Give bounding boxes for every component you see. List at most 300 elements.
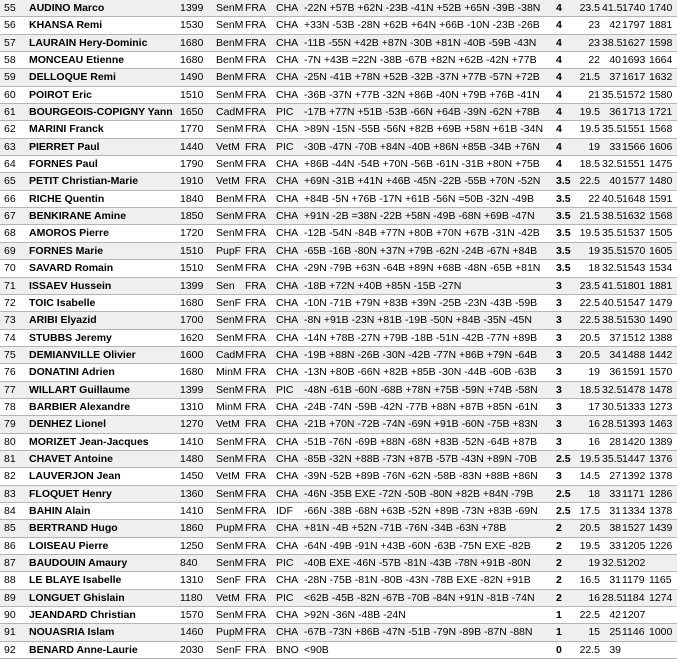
cell-perf: 1226 [649,539,673,552]
cell-rounds: -12B -54N -84B +77N +80B +70N +67B -31N -42B [304,227,540,240]
cell-rounds: <62B -45B -82N -67B -70B -84N +91N -81B -74N [304,591,535,604]
cell-rounds: -66N -38B -68N +63B -52N +89B -73N +83B -69N [304,504,538,517]
cell-rounds: -28N -75B -81N -80B -43N -78B EXE -82N +91B [304,574,531,587]
cell-perf: 1598 [649,36,673,49]
cell-fed: FRA [245,557,266,569]
cell-name: DELLOQUE Remi [29,71,116,84]
cell-cat: SenM [216,435,244,448]
cell-cat: BenM [216,192,244,205]
cell-elo: 1530 [180,19,204,32]
cell-fed: FRA [245,609,266,622]
cell-fed: FRA [245,36,266,49]
cell-perf: 1442 [649,348,673,361]
cell-b2: 35.5 [602,227,623,240]
cell-b2: 40 [609,175,621,188]
cell-pts: 4 [556,19,562,32]
cell-rank: 75 [4,348,16,361]
cell-b3: 1202 [622,557,646,569]
cell-pts: 3.5 [556,262,571,275]
cell-club: BNO [276,643,299,656]
cell-fed: FRA [245,210,266,223]
cell-cat: MinM [216,400,242,413]
cell-name: LOISEAU Pierre [29,539,109,552]
cell-b3: 1171 [622,487,645,500]
cell-club: CHA [276,366,299,379]
cell-perf: 1606 [649,140,673,153]
cell-cat: BenM [216,54,244,67]
cell-club: CHA [276,279,299,292]
cell-rounds: -65B -16B -80N +37N +79B -62N -24B -67N +84B [304,244,538,257]
cell-b3: 1146 [622,626,645,639]
cell-pts: 3 [556,314,562,327]
cell-club: CHA [276,609,299,622]
cell-club: CHA [276,539,299,552]
cell-pts: 2 [556,574,562,587]
cell-name: ISSAEV Hussein [29,279,112,292]
cell-perf: 1534 [649,262,673,275]
cell-b1: 16.5 [579,574,600,587]
cell-cat: SenM [216,88,244,101]
cell-elo: 1410 [180,435,204,448]
cell-rank: 56 [4,19,16,32]
cell-fed: FRA [245,71,266,84]
cell-elo: 1450 [180,470,204,483]
cell-elo: 1850 [180,210,204,223]
cell-b2: 40 [609,54,621,67]
cell-pts: 0 [556,643,562,656]
cell-b2: 38.5 [602,314,623,327]
cell-rank: 85 [4,522,16,535]
cell-club: PIC [276,383,294,396]
cell-perf: 1605 [649,244,673,257]
cell-name: SAVARD Romain [29,262,114,275]
cell-name: LONGUET Ghislain [29,591,125,604]
cell-rank: 63 [4,140,16,153]
cell-elo: 1410 [180,504,204,517]
cell-elo: 1620 [180,331,204,344]
cell-rounds: +81N -4B +52N -71B -76N -34B -63N +78B [304,522,507,535]
cell-cat: PupM [216,522,244,535]
cell-name: LAUVERJON Jean [29,470,121,483]
cell-club: CHA [276,487,299,500]
cell-cat: BenM [216,71,244,84]
cell-name: NOUASRIA Islam [29,626,115,639]
cell-b2: 36 [609,106,621,119]
cell-b1: 18 [588,262,600,275]
cell-b3: 1551 [622,123,646,136]
cell-cat: PupF [216,244,242,257]
cell-rank: 74 [4,331,16,344]
table-row [0,278,677,295]
cell-b1: 23 [588,36,600,49]
cell-name: FORNES Marie [29,244,104,257]
cell-b1: 22.5 [579,643,600,656]
cell-b2: 32.5 [602,557,623,569]
cell-rank: 84 [4,504,16,517]
cell-fed: FRA [245,452,266,465]
cell-b2: 42 [609,19,621,32]
cell-rounds: -24B -74N -59B -42N -77B +88N +87B +85N -61N [304,400,538,413]
cell-club: CHA [276,435,299,448]
cell-cat: Sen [216,279,235,292]
cell-pts: 3 [556,418,562,431]
cell-name: RICHE Quentin [29,192,105,205]
cell-elo: 1460 [180,626,204,639]
cell-rank: 64 [4,158,16,171]
cell-b1: 19.5 [579,539,600,552]
cell-perf: 1591 [649,192,673,205]
cell-b2: 37 [609,331,621,344]
cell-b1: 22.5 [579,175,600,188]
table-row [0,624,677,641]
cell-cat: SenF [216,643,242,656]
cell-b2: 27 [609,470,621,483]
cell-club: CHA [276,626,299,639]
cell-pts: 2.5 [556,452,571,465]
cell-b3: 1420 [622,435,646,448]
cell-rank: 58 [4,54,16,67]
cell-cat: SenM [216,504,244,517]
cell-perf: 1286 [649,487,673,500]
cell-elo: 1570 [180,609,204,622]
cell-club: CHA [276,400,299,413]
cell-pts: 4 [556,140,562,153]
cell-fed: FRA [245,487,266,500]
cell-elo: 1399 [180,2,204,14]
cell-rounds: +84B -5N +76B -17N +61B -56N =50B -32N -49B [304,192,534,205]
cell-b3: 1488 [622,348,646,361]
cell-pts: 3.5 [556,175,571,188]
cell-b1: 16 [588,435,600,448]
cell-cat: SenM [216,557,244,569]
cell-b1: 17 [588,400,600,413]
cell-elo: 1490 [180,71,204,84]
cell-club: CHA [276,418,299,431]
cell-rank: 59 [4,71,16,84]
cell-elo: 1600 [180,348,204,361]
cell-b1: 22.5 [579,609,600,622]
cell-b2: 25 [609,626,621,639]
cell-pts: 3 [556,470,562,483]
cell-elo: 1480 [180,452,204,465]
cell-pts: 1 [556,626,562,639]
cell-elo: 1860 [180,522,204,535]
cell-fed: FRA [245,331,266,344]
cell-elo: 1510 [180,88,204,101]
cell-perf: 1388 [649,331,673,344]
cell-pts: 4 [556,106,562,119]
cell-b1: 20.5 [579,331,600,344]
cell-cat: VetM [216,470,240,483]
cell-rank: 92 [4,643,16,656]
cell-b1: 16 [588,591,600,604]
cell-perf: 1881 [649,279,673,292]
cell-pts: 1 [556,609,562,622]
cell-rank: 68 [4,227,16,240]
cell-pts: 4 [556,88,562,101]
cell-b1: 19.5 [579,123,600,136]
cell-name: FLOQUET Henry [29,487,112,500]
cell-elo: 1840 [180,192,204,205]
cell-club: CHA [276,19,299,32]
table-row [0,52,677,69]
cell-pts: 3 [556,366,562,379]
cell-b2: 40.5 [602,296,623,309]
table-row [0,572,677,589]
cell-perf: 1721 [649,106,673,119]
cell-b3: 1543 [622,262,646,275]
cell-club: CHA [276,36,299,49]
cell-fed: FRA [245,244,266,257]
cell-pts: 3.5 [556,227,571,240]
cell-pts: 3 [556,383,562,396]
cell-elo: 1680 [180,296,204,309]
cell-club: CHA [276,2,299,14]
cell-b1: 18.5 [579,383,600,396]
cell-b1: 17.5 [579,504,600,517]
cell-name: MORIZET Jean-Jacques [29,435,149,448]
cell-rank: 81 [4,452,16,465]
cell-b3: 1797 [622,19,646,32]
table-row [0,590,677,607]
cell-elo: 1680 [180,54,204,67]
cell-rank: 73 [4,314,16,327]
cell-rank: 67 [4,210,16,223]
cell-fed: FRA [245,574,266,587]
cell-club: CHA [276,88,299,101]
cell-cat: SenF [216,296,242,309]
cell-fed: FRA [245,140,266,153]
cell-pts: 3 [556,435,562,448]
table-row [0,191,677,208]
table-row [0,0,677,17]
cell-fed: FRA [245,2,266,14]
cell-cat: CadM [216,348,245,361]
cell-name: CHAVET Antoine [29,452,113,465]
table-row [0,382,677,399]
cell-pts: 3 [556,348,562,361]
cell-rank: 57 [4,36,16,49]
cell-b2: 35.5 [602,88,623,101]
cell-name: PETIT Christian-Marie [29,175,139,188]
cell-elo: 1399 [180,383,204,396]
cell-b2: 28 [609,435,621,448]
cell-b3: 1179 [622,574,645,587]
cell-name: DEMIANVILLE Olivier [29,348,136,361]
cell-b2: 35.5 [602,123,623,136]
cell-fed: FRA [245,88,266,101]
table-row [0,208,677,225]
cell-name: ARIBI Elyazid [29,314,97,327]
cell-cat: SenM [216,331,244,344]
cell-cat: SenM [216,383,244,396]
table-row [0,225,677,242]
cell-name: AMOROS Pierre [29,227,109,240]
cell-fed: FRA [245,123,266,136]
cell-b1: 18 [588,487,600,500]
cell-fed: FRA [245,175,266,188]
cell-perf: 1568 [649,123,673,136]
cell-cat: VetM [216,418,240,431]
cell-elo: 1310 [180,400,204,413]
cell-fed: FRA [245,626,266,639]
cell-fed: FRA [245,418,266,431]
cell-fed: FRA [245,470,266,483]
cell-rank: 61 [4,106,16,119]
cell-rounds: -21B +70N -72B -74N -69N +91B -60N -75B +83N [304,418,538,431]
cell-b1: 23.5 [579,279,600,292]
cell-rounds: -39N -52B +89B -76N -62N -58B -83N +88B +86N [304,470,538,483]
cell-b2: 41.5 [602,2,623,14]
cell-rank: 86 [4,539,16,552]
cell-rounds: >92N -36N -48B -24N [304,609,406,622]
cell-rounds: -17B +77N +51B -53B -66N +64B -39N -62N +78B [304,106,540,119]
cell-cat: VetM [216,140,240,153]
cell-rounds: -51B -76N -69B +88N -68N +83B -52N -64B +87B [304,435,538,448]
cell-rank: 76 [4,366,16,379]
cell-b3: 1530 [622,314,646,327]
cell-rounds: -30B -47N -70B +84N -40B +86N +85B -34B +76N [304,140,540,153]
cell-b3: 1801 [622,279,646,292]
cell-club: CHA [276,123,299,136]
cell-rounds: -18B +72N +40B +85N -15B -27N [304,279,462,292]
cell-b3: 1632 [622,210,646,223]
cell-elo: 1399 [180,279,204,292]
cell-fed: FRA [245,591,266,604]
cell-club: CHA [276,574,299,587]
cell-b1: 22.5 [579,296,600,309]
cell-b1: 19 [588,366,600,379]
cell-elo: 1910 [180,175,204,188]
cell-rounds: +86B -44N -54B +70N -56B -61N -31B +80N +75B [304,158,540,171]
cell-rank: 77 [4,383,16,396]
cell-elo: 1680 [180,36,204,49]
cell-elo: 1720 [180,227,204,240]
cell-perf: 1475 [649,158,673,171]
table-row [0,104,677,121]
cell-b2: 38 [609,522,621,535]
cell-b3: 1512 [622,331,646,344]
cell-rank: 78 [4,400,16,413]
table-row [0,312,677,329]
cell-elo: 1310 [180,574,204,587]
cell-club: CHA [276,331,299,344]
cell-b2: 42 [609,609,621,622]
cell-elo: 1180 [180,591,203,604]
cell-rounds: <90B [304,643,329,656]
cell-elo: 1790 [180,158,204,171]
cell-name: DONATINI Adrien [29,366,115,379]
cell-pts: 4 [556,36,562,49]
cell-perf: 1478 [649,383,673,396]
cell-name: MARINI Franck [29,123,104,136]
table-row [0,330,677,347]
cell-elo: 1270 [180,418,204,431]
table-row [0,347,677,364]
table-row [0,17,677,34]
cell-name: TOIC Isabelle [29,296,96,309]
table-row [0,468,677,485]
cell-pts: 2.5 [556,504,571,517]
table-row [0,156,677,173]
cell-rank: 65 [4,175,16,188]
cell-b1: 14.5 [579,470,600,483]
cell-rounds: >89N -15N -55B -56N +82B +69B +58N +61B -34N [304,123,544,136]
cell-cat: VetM [216,175,240,188]
cell-fed: FRA [245,522,266,535]
cell-club: CHA [276,227,299,240]
cell-fed: FRA [245,19,266,32]
cell-name: MONCEAU Etienne [29,54,125,67]
cell-b2: 38.5 [602,210,623,223]
cell-rank: 62 [4,123,16,136]
cell-b2: 35.5 [602,244,623,257]
cell-b1: 21.5 [579,71,600,84]
cell-rank: 83 [4,487,16,500]
table-row [0,35,677,52]
cell-cat: MinM [216,366,242,379]
cell-b3: 1478 [622,383,646,396]
cell-perf: 1740 [649,2,673,14]
cell-b1: 22 [588,192,600,205]
cell-pts: 3 [556,400,562,413]
cell-pts: 4 [556,71,562,84]
cell-fed: FRA [245,227,266,240]
cell-elo: 1680 [180,366,204,379]
cell-perf: 1273 [649,400,673,413]
cell-b1: 20.5 [579,522,600,535]
cell-name: WILLART Guillaume [29,383,130,396]
cell-fed: FRA [245,262,266,275]
cell-pts: 4 [556,158,562,171]
cell-b3: 1572 [622,88,646,101]
cell-fed: FRA [245,400,266,413]
cell-perf: 1664 [649,54,673,67]
cell-pts: 3.5 [556,210,571,223]
cell-club: CHA [276,244,299,257]
cell-b1: 19.5 [579,106,600,119]
cell-name: BERTRAND Hugo [29,522,118,535]
cell-rank: 91 [4,626,16,639]
cell-elo: 1650 [180,106,204,119]
cell-b2: 28.5 [602,591,623,604]
cell-name: DENHEZ Lionel [29,418,107,431]
cell-rounds: -19B +88N -26B -30N -42B -77N +86B +79N -64B [304,348,538,361]
cell-b3: 1447 [622,452,646,465]
cell-b2: 28.5 [602,418,623,431]
cell-rounds: -8N +91B -23N +81B -19B -50N +84B -35N -45N [304,314,532,327]
cell-b1: 19.5 [579,227,600,240]
cell-rank: 70 [4,262,16,275]
cell-club: CHA [276,175,299,188]
cell-cat: SenM [216,2,244,14]
cell-rank: 55 [4,2,16,14]
cell-rounds: -64N -49B -91N +43B -60N -63B -75N EXE -82B [304,539,531,552]
cell-elo: 1250 [180,539,204,552]
cell-cat: BenM [216,36,244,49]
cell-perf: 1274 [649,591,673,604]
cell-name: BAHIN Alain [29,504,91,517]
cell-b2: 33 [609,487,621,500]
cell-rounds: -22N +57B +62N -23B -41N +52B +65N -39B -38N [304,2,541,14]
cell-club: CHA [276,210,299,223]
cell-rank: 82 [4,470,16,483]
cell-pts: 3 [556,279,562,292]
cell-rank: 66 [4,192,16,205]
cell-name: LAURAIN Hery-Dominic [29,36,148,49]
cell-rank: 79 [4,418,16,431]
cell-fed: FRA [245,504,266,517]
